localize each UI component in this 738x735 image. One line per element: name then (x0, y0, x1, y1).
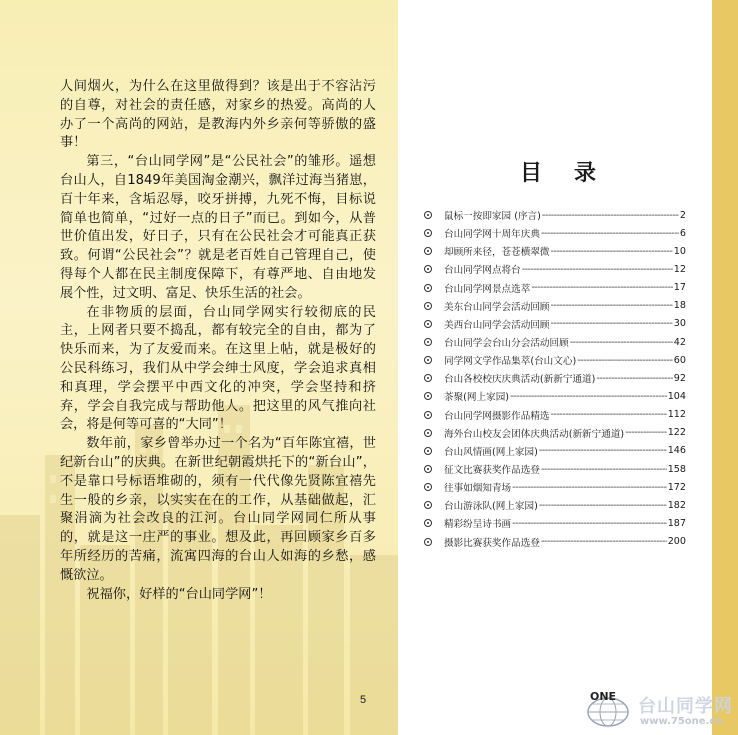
toc-entry-page: 158 (667, 463, 686, 475)
logo-text: ONE (590, 690, 617, 703)
target-bullet-icon (424, 338, 432, 346)
paragraph: 第三，“台山同学网”是“公民社会”的雏形。遥想台山人，自1849年美国淘金潮兴，飘洋过海当猪崽，百十年来，含垢忍辱，咬牙拼搏，九死不悔，目标说简单也简单，“过好一点的日子”而已。到如今，从普世价值出发，好日子，只有在公民社会才可能真正获致。何谓“公民社会”？就是老百姓自己管理自己，使得每个人都在民主制度保障下，有尊严地、自由地发展个性，过文明、富足、快乐生活的社会。 (60, 154, 376, 301)
toc-entry-title: 茶聚(网上家园) (444, 392, 510, 404)
toc-entry[interactable] (424, 478, 686, 496)
toc-entry-page: 200 (667, 536, 686, 548)
dotted-leader (551, 409, 667, 420)
toc-entry-title: 美东台山同学会活动回顾 (444, 301, 550, 313)
globe-logo-icon (582, 688, 638, 732)
paragraph: 祝福你，好样的“台山同学网”！ (86, 586, 272, 602)
toc-entry-page: 18 (673, 300, 686, 312)
toc-title: 目录 (520, 161, 629, 186)
dotted-leader (596, 373, 672, 384)
dotted-leader (512, 482, 667, 493)
target-bullet-icon (424, 302, 432, 310)
target-bullet-icon (424, 519, 432, 527)
toc-entry[interactable] (424, 424, 686, 442)
toc-entry-page: 112 (667, 409, 686, 421)
toc-entry-title: 往事如烟知青场 (444, 483, 512, 495)
toc-entry-title: 台山同学网十周年庆典 (444, 229, 540, 241)
target-bullet-icon (424, 374, 432, 382)
target-bullet-icon (424, 211, 432, 219)
toc-entry[interactable] (424, 260, 686, 278)
toc-entry-page: 182 (667, 499, 686, 511)
toc-entry-title: 台山同学网摄影作品精选 (444, 410, 550, 422)
toc-entry[interactable] (424, 514, 686, 532)
toc-entry[interactable] (424, 242, 686, 260)
toc-entry[interactable] (424, 442, 686, 460)
target-bullet-icon (424, 411, 432, 419)
target-bullet-icon (424, 229, 432, 237)
dotted-leader (625, 427, 667, 438)
dotted-leader (510, 391, 667, 402)
toc-entry-page: 60 (673, 354, 686, 366)
dotted-leader (542, 210, 679, 221)
target-bullet-icon (424, 501, 432, 509)
toc-entry[interactable] (424, 387, 686, 405)
dotted-leader (541, 536, 667, 547)
toc-entry[interactable] (424, 297, 686, 315)
toc-entry-title: 美西台山同学会活动回顾 (444, 319, 550, 331)
paragraph: 在非物质的层面，台山同学网实行较彻底的民主，上网者只要不捣乱，都有较完全的自由，都为了快乐而来，为了友爱而来。在这里上帖，就是极好的公民科练习，我们从中学会绅士风度，学会追求真相和真理，学会摆平中西文化的冲突，学会坚持和挤弃，学会自我完成与帮助他人。把这里的风气推向社会，将是何等可喜的“大同”！ (60, 304, 376, 433)
dotted-leader (541, 464, 667, 475)
watermark-url: www.75one.cn (640, 716, 723, 727)
toc-entry-title: 却顾所来径，苍苍横翠微 (444, 247, 550, 259)
toc-entry-title: 同学网文学作品集萃(台山文心) (444, 356, 577, 368)
toc-entry[interactable] (424, 315, 686, 333)
toc-entry[interactable] (424, 496, 686, 514)
toc-entry-page: 187 (667, 517, 686, 529)
page-number: 5 (360, 694, 367, 706)
target-bullet-icon (424, 429, 432, 437)
toc-entry[interactable] (424, 279, 686, 297)
toc-entry[interactable] (424, 333, 686, 351)
toc-entry-page: 30 (673, 318, 686, 330)
toc-entry-page: 17 (673, 282, 686, 294)
target-bullet-icon (424, 465, 432, 473)
dotted-leader (551, 246, 673, 257)
toc-entry-title: 精彩纷呈诗书画 (444, 519, 512, 531)
target-bullet-icon (424, 265, 432, 273)
dotted-leader (512, 518, 667, 529)
toc-entry-title: 海外台山校友会团体庆典活动(新新宁通道) (444, 428, 625, 440)
toc-entry-title: 台山各校校庆庆典活动(新新宁通道) (444, 374, 596, 386)
dotted-leader (551, 318, 673, 329)
toc-entry-page: 92 (673, 372, 686, 384)
dotted-leader (541, 228, 679, 239)
watermark-brand: 台山同学网 (638, 696, 733, 717)
target-bullet-icon (424, 247, 432, 255)
paragraph: 人间烟火，为什么在这里做得到？该是出于不容沾污的自尊，对社会的责任感，对家乡的热爱。高尚的人办了一个高尚的网站，是教海内外乡亲何等骄傲的盛事！ (60, 79, 376, 151)
gold-edge-bar (712, 0, 738, 735)
toc-entry[interactable] (424, 406, 686, 424)
dotted-leader (570, 337, 673, 348)
toc-entry-title: 台山同学网点将台 (444, 265, 521, 277)
toc-entry-page: 146 (667, 445, 686, 457)
toc-entry-page: 172 (667, 481, 686, 493)
toc-entry-title: 台山同学网景点选萃 (444, 283, 531, 295)
table-of-contents (424, 206, 686, 551)
toc-entry-page: 6 (679, 227, 686, 239)
toc-entry[interactable] (424, 224, 686, 242)
dotted-leader (539, 500, 667, 511)
target-bullet-icon (424, 284, 432, 292)
toc-entry-title: 台山风情画(网上家园) (444, 446, 538, 458)
target-bullet-icon (424, 392, 432, 400)
body-text (60, 78, 376, 604)
dotted-leader (577, 355, 673, 366)
toc-entry-page: 10 (673, 245, 686, 257)
target-bullet-icon (424, 447, 432, 455)
toc-entry[interactable] (424, 206, 686, 224)
dotted-leader (539, 445, 667, 456)
toc-entry[interactable] (424, 460, 686, 478)
toc-entry-page: 2 (679, 209, 686, 221)
toc-entry[interactable] (424, 351, 686, 369)
target-bullet-icon (424, 320, 432, 328)
toc-entry-page: 42 (673, 336, 686, 348)
toc-entry-title: 鼠标一按即家园 (序言) (444, 211, 541, 223)
dotted-leader (551, 300, 673, 311)
toc-entry-page: 12 (673, 263, 686, 275)
toc-entry-title: 台山同学会台山分会活动回顾 (444, 338, 569, 350)
dotted-leader (531, 282, 672, 293)
watermark (582, 688, 738, 735)
target-bullet-icon (424, 356, 432, 364)
toc-entry-title: 摄影比赛获奖作品选登 (444, 537, 540, 549)
toc-entry-page: 104 (667, 390, 686, 402)
toc-entry-title: 台山游泳队(网上家园) (444, 501, 538, 513)
toc-entry[interactable] (424, 533, 686, 551)
target-bullet-icon (424, 483, 432, 491)
target-bullet-icon (424, 538, 432, 546)
toc-entry-page: 122 (667, 427, 686, 439)
toc-entry-title: 征文比赛获奖作品选登 (444, 465, 540, 477)
paragraph: 数年前，家乡曾举办过一个名为“百年陈宜禧，世纪新台山”的庆典。在新世纪朝霞烘托下的“新台山”，不是靠口号标语堆砌的，须有一代代像先贤陈宜禧先生一般的乡亲，以实实在在的工作，从基础做起，汇聚涓滴为社会改良的江河。台山同学网同仁所从事的，就是这一庄严的事业。想及此，再回顾家乡百多年所经历的苦痛，流寓四海的台山人如海的乡愁，感慨欲泣。 (60, 436, 376, 583)
dotted-leader (522, 264, 673, 275)
toc-entry[interactable] (424, 369, 686, 387)
